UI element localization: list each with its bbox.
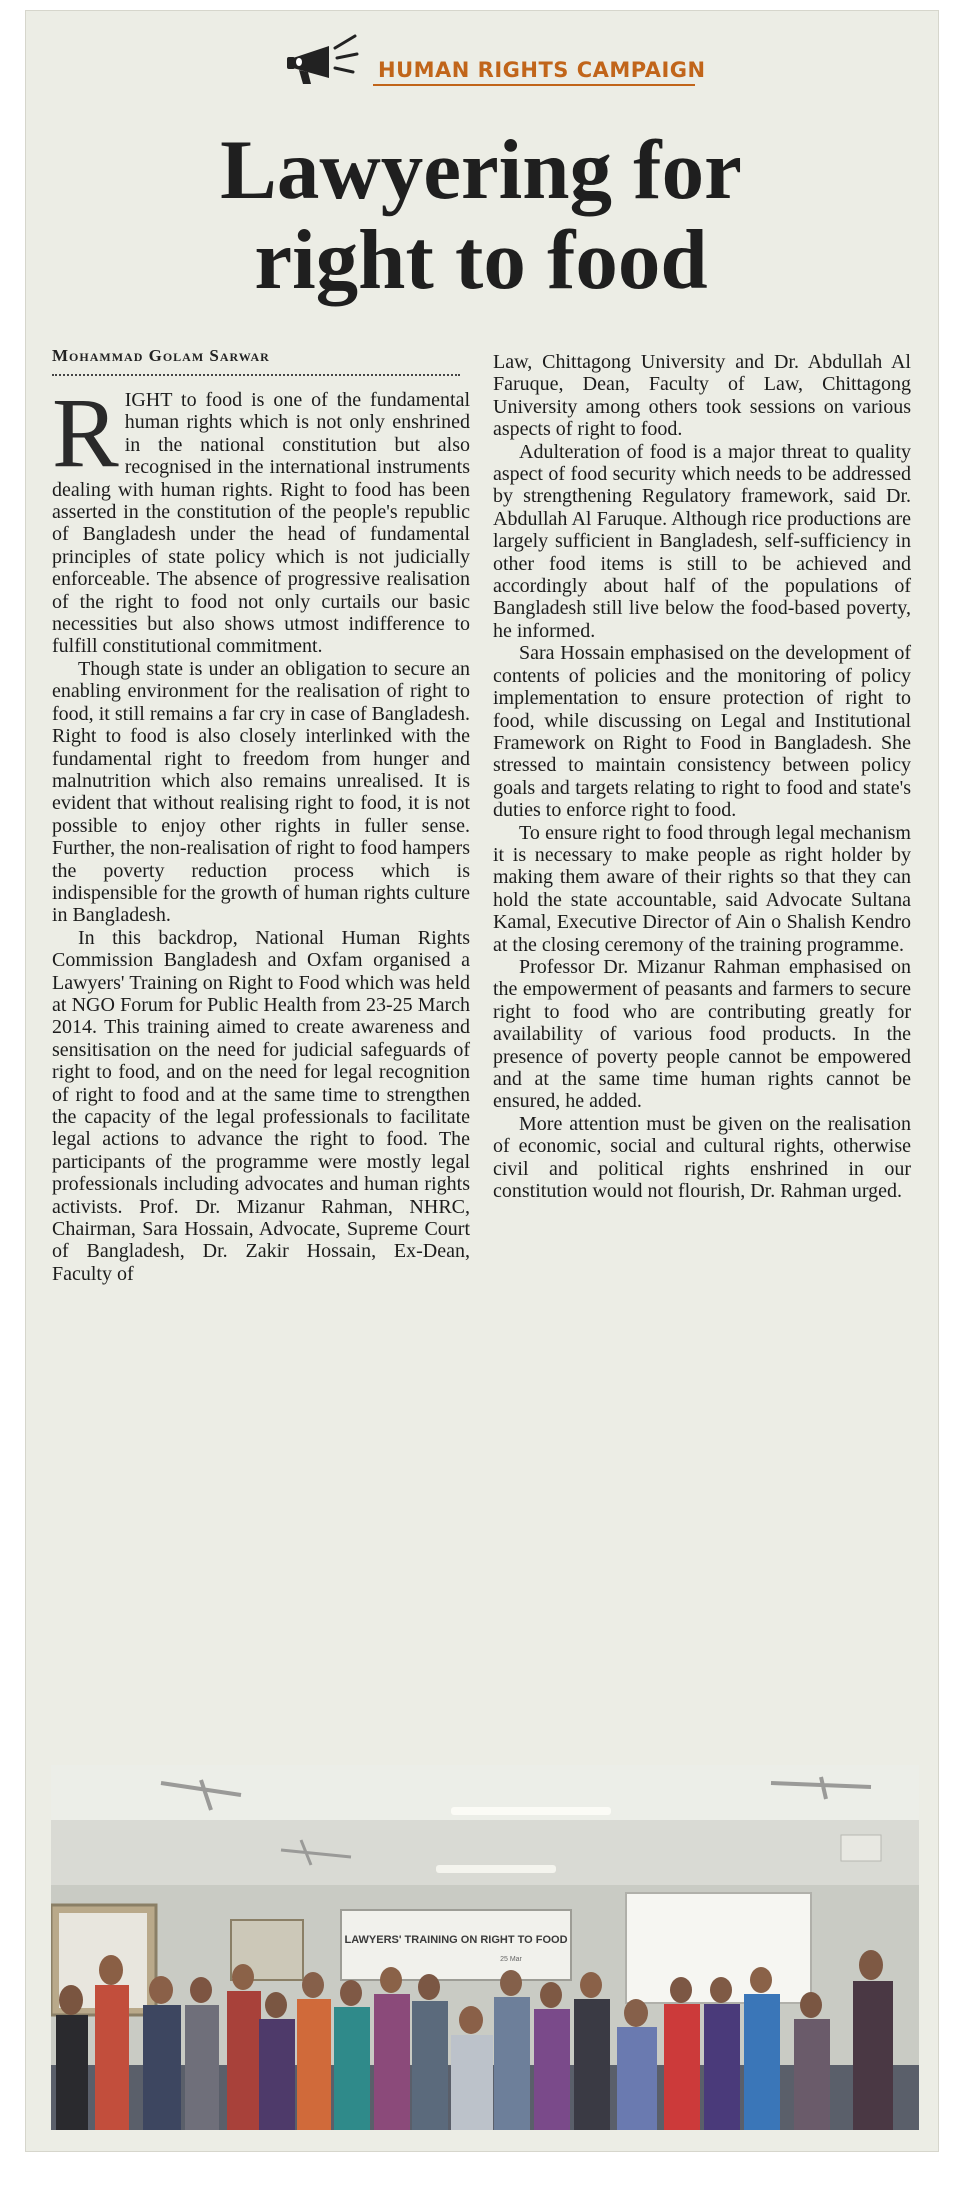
- paragraph: RIGHT to food is one of the fundamental human rights which is not only enshrined in the national constitution but also recognised in the international instruments dealing with human rights. Right to food has been asserted in the constitution of the people's republic of Bangladesh under the head of fundamental principles of state policy which is not judicially enforceable. The absence of progressive realisation of the right to food not only curtails our basic necessities but also shows utmost indifference to fulfill constitutional commitment.: [52, 377, 470, 658]
- paragraph: Adulteration of food is a major threat to quality aspect of food security which needs to be addressed by strengthening Regulatory framework, said Dr. Abdullah Al Faruque. Although rice productions are largely sufficient in Bangladesh, self-sufficiency in other food items is still to be achieved and accordingly about half of the populations of Bangladesh still live below the food-based poverty, he informed.: [493, 440, 911, 642]
- ceiling-light: [436, 1865, 556, 1873]
- article-column-2: [493, 351, 911, 1202]
- banner-date: 25 Mar: [500, 1956, 522, 1963]
- headline: [0, 125, 962, 305]
- kicker-banner: [253, 22, 706, 94]
- article-column-1: [52, 377, 470, 1285]
- headline-line-1: Lawyering for: [220, 123, 742, 217]
- group-photo: [51, 1765, 919, 2130]
- paragraph: More attention must be given on the realisation of economic, social and cultural rights, otherwise civil and political rights enshrined in our constitution would not flourish, Dr. Rahman urged.: [493, 1112, 911, 1203]
- byline-divider: [52, 374, 460, 376]
- megaphone-icon: [283, 32, 359, 88]
- paragraph: To ensure right to food through legal mechanism it is necessary to make people as right holder by making them aware of their rights so that they can hold the state accountable, said Advocate Sultana Kamal, Executive Director of Ain o Shalish Kendro at the closing ceremony of the training programme.: [493, 821, 911, 956]
- paragraph: Professor Dr. Mizanur Rahman emphasised on the empowerment of peasants and farmers to secure right to food who are contributing greatly for availability of various food products. In the presence of poverty people cannot be empowered and at the same time human rights cannot be ensured, he added.: [493, 955, 911, 1113]
- kicker-underline: [373, 84, 695, 86]
- byline: Mohammad Golam Sarwar: [52, 346, 270, 365]
- banner-text: LAWYERS' TRAINING ON RIGHT TO FOOD: [344, 1934, 568, 1946]
- ceiling-light: [451, 1807, 611, 1815]
- group-photo-illustration: [51, 1765, 919, 2130]
- headline-line-2: right to food: [254, 213, 708, 307]
- paragraph: Sara Hossain emphasised on the development of contents of policies and the monitoring of policy implementation to ensure protection of right to food, while discussing on Legal and Institutional Framework on Right to Food in Bangladesh. She stressed to maintain consistency between policy goals and targets relating to right to food and state's duties to enforce right to food.: [493, 642, 911, 822]
- drop-cap: R: [52, 377, 119, 488]
- kicker-label: HUMAN RIGHTS CAMPAIGN: [378, 58, 706, 82]
- paragraph: Law, Chittagong University and Dr. Abdullah Al Faruque, Dean, Faculty of Law, Chittagong University among others took sessions on various aspects of right to food.: [493, 351, 911, 441]
- paragraph: Though state is under an obligation to secure an enabling environment for the realisation of right to food, it still remains a far cry in case of Bangladesh. Right to food is also closely interlinked with the fundamental right to freedom from hunger and malnutrition which also remains unrealised. It is evident that without realising right to food, it is not possible to enjoy other rights in fuller sense. Further, the non-realisation of right to food hampers the poverty reduction process which is indispensible for the growth of human rights culture in Bangladesh.: [52, 657, 470, 927]
- paragraph: In this backdrop, National Human Rights Commission Bangladesh and Oxfam organised a Lawyers' Training on Right to Food which was held at NGO Forum for Public Health from 23-25 March 2014. This training aimed to create awareness and sensitisation on the need for judicial safeguards of right to food, and on the need for legal recognition of right to food and at the same time to strengthen the capacity of the legal professionals to facilitate legal actions to advance the right to food. The participants of the programme were mostly legal professionals including advocates and human rights activists. Prof. Dr. Mizanur Rahman, NHRC, Chairman, Sara Hossain, Advocate, Supreme Court of Bangladesh, Dr. Zakir Hossain, Ex-Dean, Faculty of: [52, 926, 470, 1285]
